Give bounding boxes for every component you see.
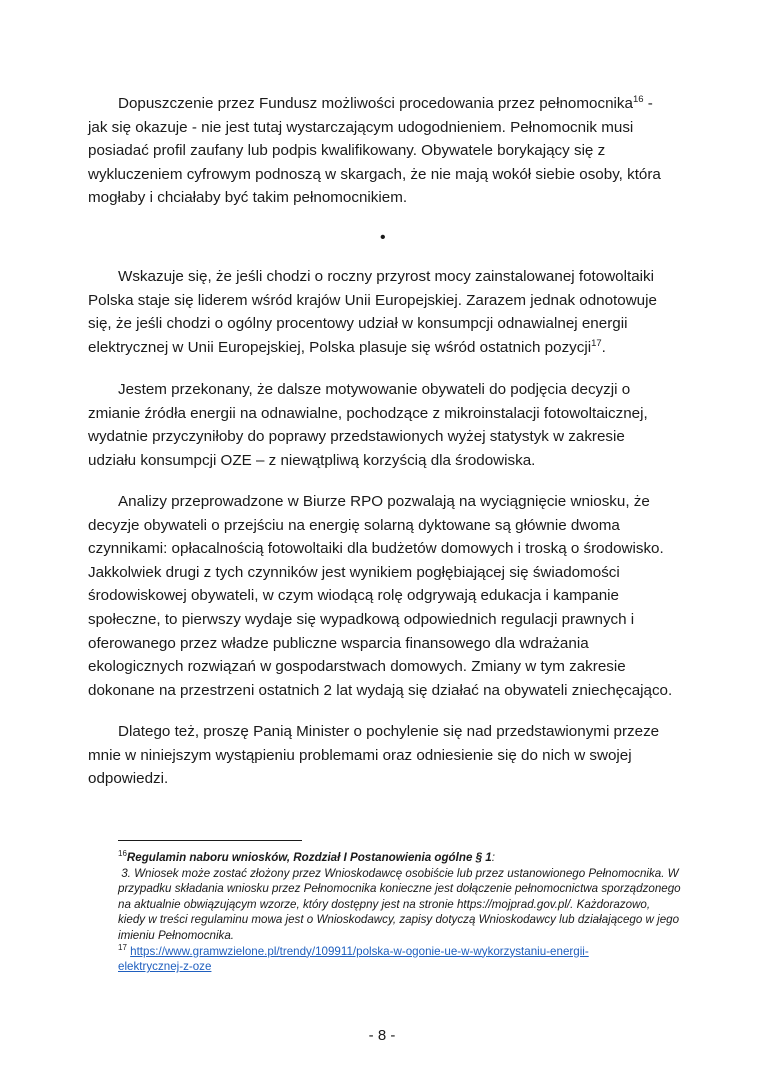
text-line: udziału konsumpcji OZE – z niewątpliwą korzyścią dla środowiska. <box>88 451 536 469</box>
footnote-title-suffix: : <box>491 851 495 864</box>
text-line-content: elektrycznej w Unii Europejskiej, Polska plasuje się wśród ostatnich pozycji <box>88 338 592 356</box>
footnote-17 <box>118 944 658 960</box>
footnote-line: kiedy w treści regulaminu mowa jest o Wnioskodawcy, zapisy dotyczą Wnioskodawcy lub działającego w jego <box>118 913 680 927</box>
text-line: Jestem przekonany, że dalsze motywowanie obywateli do podjęcia decyzji o <box>118 381 631 398</box>
text-line: Polska staje się liderem wśród krajów Unii Europejskiej. Zarazem jednak odnotowuje <box>88 291 657 309</box>
footnote-ref-17: 17 <box>591 337 602 349</box>
paragraph-text <box>88 490 673 702</box>
text-line: mogłaby i chciałaby być takim pełnomocnikiem. <box>88 189 408 207</box>
footnote-marker: 16 <box>118 849 127 859</box>
text-line: wydatnie przyczyniłoby do poprawy przedstawionych wyżej statystyk w zakresie <box>88 428 625 446</box>
footnote-line: 3. Wniosek może zostać złożony przez Wnioskodawcę osobiście lub przez ustanowionego Pełnomocnika. W <box>118 866 679 880</box>
text-line: czynnikami: opłacalnością fotowoltaiki dla budżetów domowych i troską o środowisko. <box>88 540 664 558</box>
paragraph-2 <box>88 265 657 359</box>
footnote-marker: 17 <box>118 942 127 952</box>
text-line-suffix: - <box>643 95 653 112</box>
page-number: - 8 - <box>368 1027 396 1044</box>
text-line: odpowiedzi. <box>88 770 169 788</box>
text-line: mnie w niniejszym wystąpieniu problemami oraz odniesienie się do nich w swojej <box>88 746 632 764</box>
text-line: wykluczeniem cyfrowym podnoszą w skargach, że nie mają wokół siebie osoby, która <box>88 165 661 183</box>
text-line-content: Dopuszczenie przez Fundusz możliwości procedowania przez pełnomocnika <box>118 95 633 112</box>
text-line <box>88 336 628 360</box>
section-separator-bullet: • <box>380 229 386 246</box>
text-line: ekologicznych rozwiązań w gospodarstwach domowych. Zmiany w tym zakresie <box>88 658 626 676</box>
footnote-17-continued <box>118 959 658 975</box>
text-line: posiadać profil zaufany lub podpis kwalifikowany. Obywatele borykający się z <box>88 142 606 160</box>
text-line: dokonane na przestrzeni ostatnich 2 lat wydają się działać na obywateli zniechęcająco. <box>88 681 673 699</box>
text-line: decyzje obywateli o przejściu na energię solarną dyktowane są głównie dwoma <box>88 516 620 534</box>
paragraph-text <box>88 378 648 472</box>
text-line: jak się okazuje - nie jest tutaj wystarczającym udogodnieniem. Pełnomocnik musi <box>88 118 634 136</box>
footnote-line: na aktualnie obwiązującym wzorze, który dostępny jest na stronie https://mojprad.gov.pl/. Każdorazowo, <box>118 897 651 911</box>
text-line: Analizy przeprowadzone w Biurze RPO pozwalają na wyciągnięcie wniosku, że <box>118 493 650 510</box>
footnote-line: imieniu Pełnomocnika. <box>118 928 234 942</box>
footnote-ref-16: 16 <box>632 93 644 105</box>
text-line: Wskazuje się, że jeśli chodzi o roczny przyrost mocy zainstalowanej fotowoltaiki <box>118 268 654 285</box>
footnotes <box>118 849 681 975</box>
text-line: Dlatego też, proszę Panią Minister o pochylenie się nad przedstawionymi przeze <box>118 723 660 740</box>
footnote-link[interactable]: https://www.gramwzielone.pl/trendy/109911/polska-w-ogonie-ue-w-wykorzystaniu-energii- <box>130 944 589 958</box>
paragraph-text <box>88 720 660 791</box>
text-line: zmianie źródła energii na odnawialne, pochodzące z mikroinstalacji fotowoltaicznej, <box>88 404 648 422</box>
footnote-link-continued[interactable]: elektrycznej-z-oze <box>118 960 212 974</box>
text-line: środowiskowej obywateli, w czym wiodącą rolę odgrywają edukacja i kampanie <box>88 587 619 605</box>
paragraph-text <box>88 92 661 210</box>
paragraph-3 <box>88 378 648 472</box>
paragraph-1 <box>88 92 661 210</box>
text-line: się, że jeśli chodzi o ogólny procentowy udział w konsumpcji odnawialnej energii <box>88 315 628 333</box>
text-line <box>88 92 653 116</box>
text-line: oferowanego przez władze publiczne wsparcia finansowego dla wdrażania <box>88 634 589 652</box>
text-line: społeczne, to pierwszy wydaje się wypadkową odpowiednich regulacji prawnych i <box>88 610 635 628</box>
paragraph-5 <box>88 720 660 791</box>
footnote-line: przypadku składania wniosku przez Pełnomocnika konieczne jest dołączenie pełnomocnictwa sporządzonego <box>118 882 681 896</box>
footnote-title: Regulamin naboru wniosków, Rozdział I Postanowienia ogólne § 1 <box>126 851 492 864</box>
paragraph-4 <box>88 490 673 702</box>
text-line-suffix: . <box>601 338 606 356</box>
paragraph-text <box>88 265 657 359</box>
footnote-separator <box>118 840 302 841</box>
footnote-16-heading <box>118 850 658 866</box>
text-line: Jakkolwiek drugi z tych czynników jest wynikiem pogłębiającej się świadomości <box>88 563 620 581</box>
